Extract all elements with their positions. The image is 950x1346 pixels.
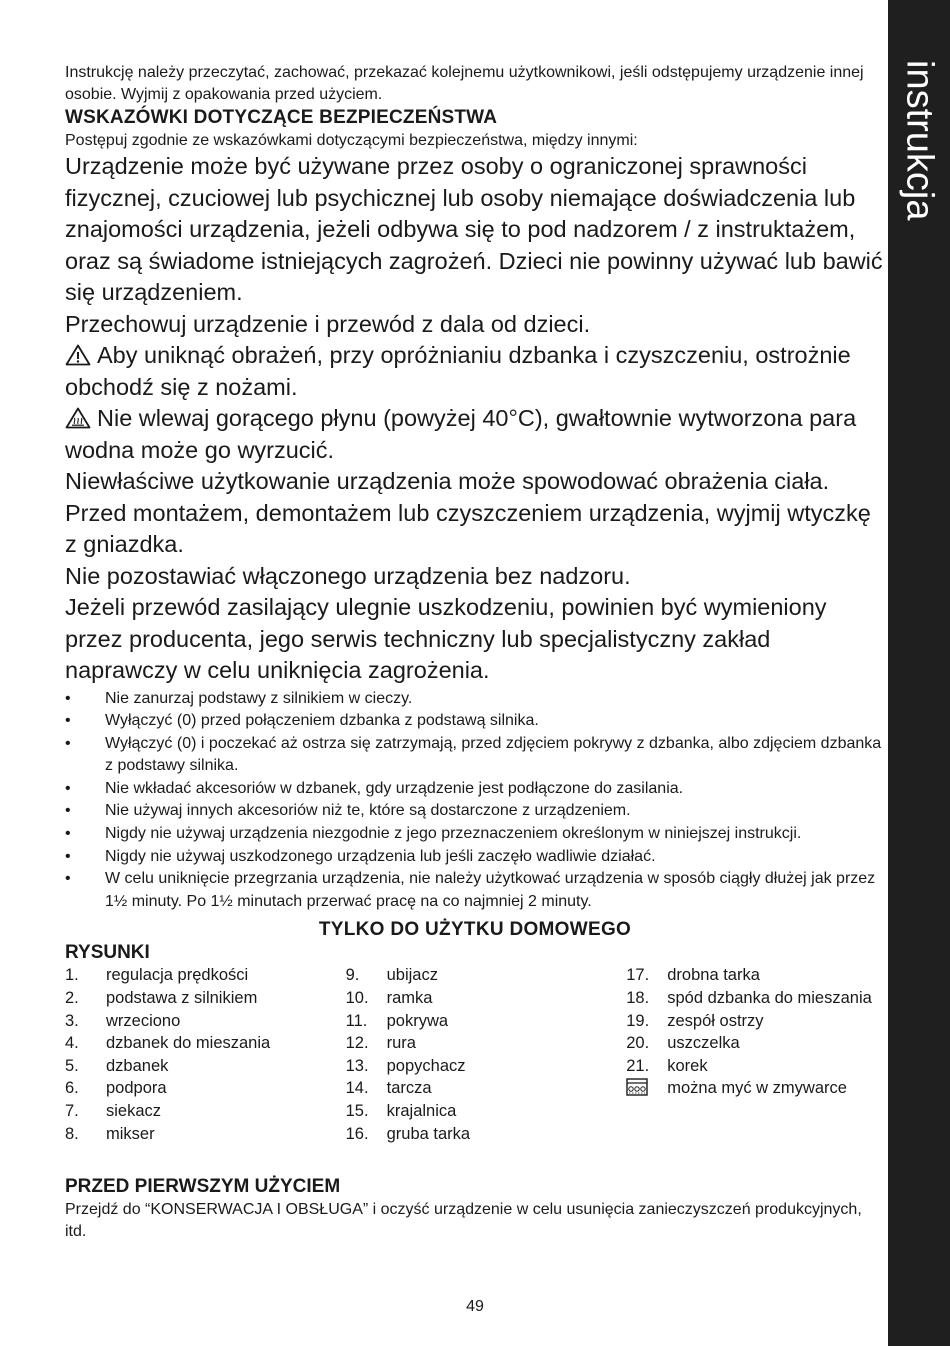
figures-column-1 [65,964,346,1145]
list-item [65,1055,346,1078]
figure-number: 13. [345,1056,369,1075]
list-item: • W celu uniknięcie przegrzania urządzenia, nie należy użytkować urządzenia w sposób ciągły dłużej jak przez 1½ minuty. Po 1½ minutach przerwać pracę na co najmniej 2 minuty. [65,868,885,913]
figure-label: można myć w zmywarce [667,1079,847,1098]
figure-label: podpora [106,1079,167,1098]
figure-number: 12. [345,1034,369,1053]
figure-number: 3. [65,1011,79,1030]
safety-paragraph-warning [65,340,885,403]
safety-subtitle: Postępuj zgodnie ze wskazówkami dotyczącymi bezpieczeństwa, między innymi: [65,132,638,149]
page-number-text: 49 [466,1298,484,1315]
figure-number: 4. [65,1034,79,1053]
list-item: • Nie wkładać akcesoriów w dzbanek, gdy urządzenie jest podłączone do zasilania. [65,778,885,801]
hot-surface-warning-icon [65,407,91,429]
safety-paragraph-text: Aby uniknąć obrażeń, przy opróżnianiu dzbanka i czyszczeniu, ostrożnie obchodź się z nożami. [65,342,851,400]
figure-label: krajalnica [386,1102,457,1120]
safety-title: WSKAZÓWKI DOTYCZĄCE BEZPIECZEŃSTWA [65,107,498,128]
figure-label: spód dzbanka do mieszania [667,989,872,1008]
figure-label: regulacja prędkości [106,966,249,985]
safety-paragraph-text: Nie wlewaj gorącego płynu (powyżej 40°C), gwałtownie wytworzona para wodna może go wyrzucić. [65,405,857,463]
figure-label: drobna tarka [667,966,760,985]
figure-label: tarcza [386,1079,432,1098]
figure-number: 11. [345,1011,368,1030]
list-item [626,964,885,987]
list-item: • Nigdy nie używaj uszkodzonego urządzenia lub jeśli zaczęło wadliwie działać. [65,846,885,869]
figures-legend [65,964,885,1145]
list-item [346,1100,627,1123]
figure-number: 16. [345,1124,369,1143]
figure-number: 8. [65,1124,79,1143]
figure-label: podstawa z silnikiem [106,989,258,1008]
figure-label: siekacz [106,1102,162,1120]
figure-label: pokrywa [386,1011,449,1030]
figure-number: 7. [65,1102,79,1120]
figure-number: 1. [65,966,79,985]
figure-label: uszczelka [667,1034,740,1053]
list-item [346,1055,627,1078]
list-item [626,1010,885,1033]
list-item [346,987,627,1010]
list-item: • Wyłączyć (0) i poczekać aż ostrza się zatrzymają, przed zdjęciem pokrywy z dzbanka, albo zdjęciem dzbanka z podstawy silnika. [65,733,885,778]
list-item: • Wyłączyć (0) przed połączeniem dzbanka z podstawą silnika. [65,710,885,733]
figure-number: 14. [345,1079,369,1098]
figure-label: korek [667,1056,708,1075]
side-tab-label: instrukcja [898,60,941,221]
figures-title: RYSUNKI [65,942,150,964]
list-item [626,987,885,1010]
safety-bullet-list [65,688,885,914]
figure-label: ramka [386,989,433,1008]
list-item [65,1077,346,1100]
figure-number: 2. [65,989,79,1008]
safety-paragraph: Jeżeli przewód zasilający ulegnie uszkodzeniu, powinien być wymieniony przez producenta, jego serwis techniczny lub specjalistyczny zakład naprawczy w celu uniknięcia zagrożenia. [65,594,827,683]
list-item: • Nie zanurzaj podstawy z silnikiem w cieczy. [65,688,885,711]
figure-number: 20. [626,1034,650,1053]
list-item [65,1010,346,1033]
list-item [346,964,627,987]
figures-column-2 [346,964,627,1145]
list-item [65,1100,346,1123]
figure-number: 9. [345,966,360,985]
figure-number: 5. [65,1056,79,1075]
list-item [65,987,346,1010]
safety-paragraph: Przed montażem, demontażem lub czyszczeniem urządzenia, wyjmij wtyczkę z gniazdka. [65,499,871,557]
figure-number: 6. [65,1079,79,1098]
dishwasher-icon [626,1077,667,1100]
figure-number: 15. [345,1102,369,1120]
list-item: • Nie używaj innych akcesoriów niż te, które są dostarczone z urządzeniem. [65,800,885,823]
list-item-dishwasher [626,1077,885,1100]
list-item: • Nigdy nie używaj urządzenia niezgodnie z jego przeznaczeniem określonym w niniejszej instrukcji. [65,823,885,846]
list-item [65,1032,346,1055]
figure-number: 18. [626,989,650,1008]
safety-paragraph-hot [65,403,885,466]
figure-label: dzbanek [106,1056,169,1075]
home-use-heading: TYLKO DO UŻYTKU DOMOWEGO [318,919,632,941]
figures-column-3 [626,964,885,1145]
figure-number: 19. [626,1011,650,1030]
safety-paragraph: Przechowuj urządzenie i przewód z dala od dzieci. [65,310,591,337]
first-use-title: PRZED PIERWSZYM UŻYCIEM [65,1176,341,1198]
list-item [626,1032,885,1055]
side-tab [888,0,950,1346]
safety-paragraph: Nie pozostawiać włączonego urządzenia bez nadzoru. [65,562,631,589]
safety-paragraph: Urządzenie może być używane przez osoby o ograniczonej sprawności fizycznej, czuciowej lub psychicznej lub osoby niemające doświadczenia lub znajomości urządzenia, jeżeli odbywa się to pod nadzorem / z instruktażem, oraz są świadome istniejących zagrożeń. Dzieci nie powinny używać lub bawić się urządzeniem. [65,153,883,305]
figure-label: zespół ostrzy [667,1011,764,1030]
list-item [346,1077,627,1100]
list-item [346,1123,627,1146]
safety-paragraph: Niewłaściwe użytkowanie urządzenia może spowodować obrażenia ciała. [65,468,830,494]
list-item [65,964,346,987]
figure-label: wrzeciono [106,1011,181,1030]
figure-number: 17. [626,966,650,985]
first-use-text: Przejdź do “KONSERWACJA I OBSŁUGA” i oczyść urządzenie w celu usunięcia zanieczyszczeń produkcyjnych, itd. [65,1201,862,1241]
list-item [346,1032,627,1055]
figure-number: 10. [345,989,369,1008]
figure-number: 21. [626,1056,650,1075]
warning-triangle-icon [65,344,91,366]
figure-label: dzbanek do mieszania [106,1034,271,1053]
list-item [626,1055,885,1078]
figure-label: gruba tarka [386,1124,471,1143]
page-number [0,1298,950,1316]
figure-label: ubijacz [386,966,438,985]
figure-label: mikser [106,1124,155,1143]
figure-label: rura [386,1034,416,1053]
intro-text: Instrukcję należy przeczytać, zachować, przekazać kolejnemu użytkownikowi, jeśli odstępujemy urządzenie innej osobie. Wyjmij z opakowania przed użyciem. [65,64,864,103]
figure-label: popychacz [386,1056,466,1075]
page-content [65,62,885,1243]
list-item [346,1010,627,1033]
list-item [65,1123,346,1146]
